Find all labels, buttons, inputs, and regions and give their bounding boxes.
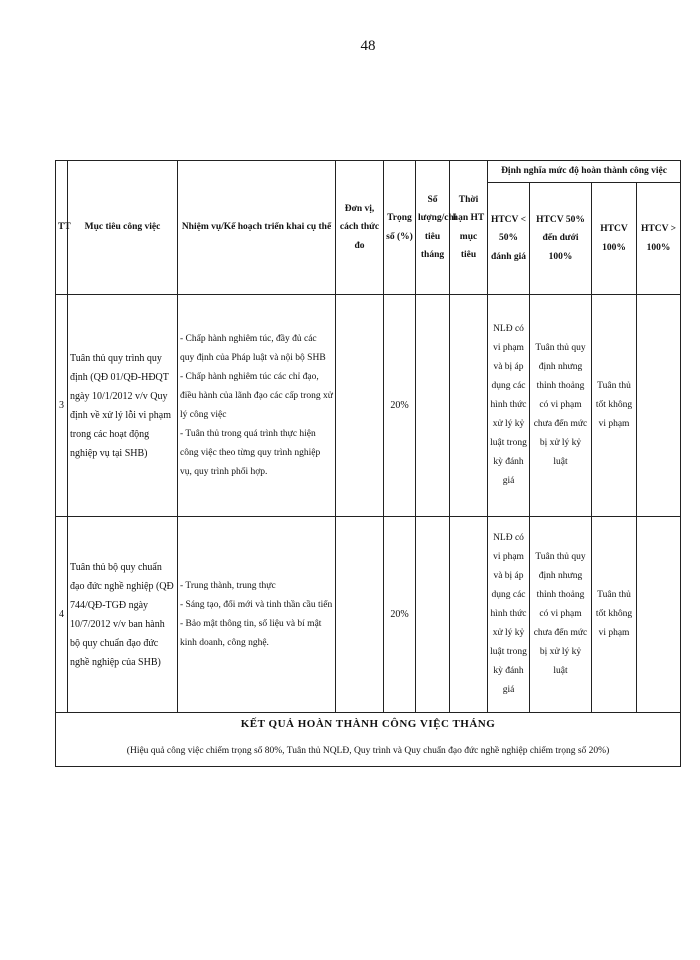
task-item: - Chấp hành nghiêm túc các chỉ đạo, điều hành của lãnh đạo các cấp trong xử lý công việc — [180, 371, 333, 420]
row-thoi-han — [450, 517, 488, 713]
row-so-luong — [416, 295, 450, 517]
row-thoi-han — [450, 295, 488, 517]
row-tt: 3 — [56, 295, 68, 517]
row-tt: 4 — [56, 517, 68, 713]
header-trong-so: Trọng số (%) — [384, 161, 416, 295]
task-item: - Trung thành, trung thực — [180, 580, 276, 591]
row-trong-so: 20% — [384, 295, 416, 517]
summary-note: (Hiệu quả công việc chiếm trọng số 80%, Tuân thủ NQLĐ, Quy trình và Quy chuẩn đạo đức nghề nghiệp chiếm trọng số 20%) — [56, 737, 681, 767]
row-don-vi — [336, 295, 384, 517]
row-htcv-100: Tuân thủ tốt không vi phạm — [592, 295, 637, 517]
header-htcv-100: HTCV 100% — [592, 183, 637, 295]
header-htcv-lt50: HTCV < 50% đánh giá — [488, 183, 530, 295]
row-htcv-100: Tuân thủ tốt không vi phạm — [592, 517, 637, 713]
header-nhiem-vu: Nhiệm vụ/Kế hoạch triển khai cụ thể — [178, 161, 336, 295]
header-thoi-han: Thời hạn HT mục tiêu — [450, 161, 488, 295]
summary-title: KẾT QUẢ HOÀN THÀNH CÔNG VIỆC THÁNG — [56, 713, 681, 737]
row-htcv-gt100 — [637, 295, 681, 517]
table-row — [56, 517, 681, 713]
table-row — [56, 295, 681, 517]
row-nhiem-vu — [178, 517, 336, 713]
row-muc-tieu: Tuân thủ quy trình quy định (QĐ 01/QĐ-HĐQT ngày 10/1/2012 v/v Quy định về xử lý lỗi vi phạm trong các hoạt động nghiệp vụ tại SHB) — [68, 295, 178, 517]
row-nhiem-vu — [178, 295, 336, 517]
page-number: 48 — [360, 38, 376, 54]
header-muc-tieu: Mục tiêu công việc — [68, 161, 178, 295]
header-htcv-50-100: HTCV 50% đến dưới 100% — [530, 183, 592, 295]
header-dinh-nghia: Định nghĩa mức độ hoàn thành công việc — [488, 161, 681, 183]
header-tt: TT — [56, 161, 68, 295]
kpi-table — [55, 160, 681, 767]
task-item: - Tuân thủ trong quá trình thực hiện công việc theo từng quy trình nghiệp vụ, quy trình phối hợp. — [180, 428, 321, 477]
header-don-vi: Đơn vị, cách thức đo — [336, 161, 384, 295]
row-don-vi — [336, 517, 384, 713]
row-htcv-lt50: NLĐ có vi phạm và bị áp dụng các hình thức xử lý kỷ luật trong kỳ đánh giá — [488, 517, 530, 713]
row-htcv-50-100: Tuân thủ quy định nhưng thỉnh thoảng có vi phạm chưa đến mức bị xử lý kỷ luật — [530, 517, 592, 713]
row-htcv-lt50: NLĐ có vi phạm và bị áp dụng các hình thức xử lý kỷ luật trong kỳ đánh giá — [488, 295, 530, 517]
row-htcv-gt100 — [637, 517, 681, 713]
row-muc-tieu: Tuân thủ bộ quy chuẩn đạo đức nghề nghiệp (QĐ 744/QĐ-TGĐ ngày 10/7/2012 v/v ban hành bộ quy chuẩn đạo đức nghề nghiệp của SHB) — [68, 517, 178, 713]
task-item: - Chấp hành nghiêm túc, đầy đủ các quy định của Pháp luật và nội bộ SHB — [180, 333, 326, 363]
row-so-luong — [416, 517, 450, 713]
row-htcv-50-100: Tuân thủ quy định nhưng thỉnh thoảng có vi phạm chưa đến mức bị xử lý kỷ luật — [530, 295, 592, 517]
row-trong-so: 20% — [384, 517, 416, 713]
header-htcv-gt100: HTCV > 100% — [637, 183, 681, 295]
header-so-luong: Số lượng/chỉ tiêu tháng — [416, 161, 450, 295]
task-item: - Bảo mật thông tin, số liệu và bí mật kinh doanh, công nghệ. — [180, 618, 322, 648]
task-item: - Sáng tạo, đổi mới và tinh thần cầu tiến — [180, 599, 333, 610]
